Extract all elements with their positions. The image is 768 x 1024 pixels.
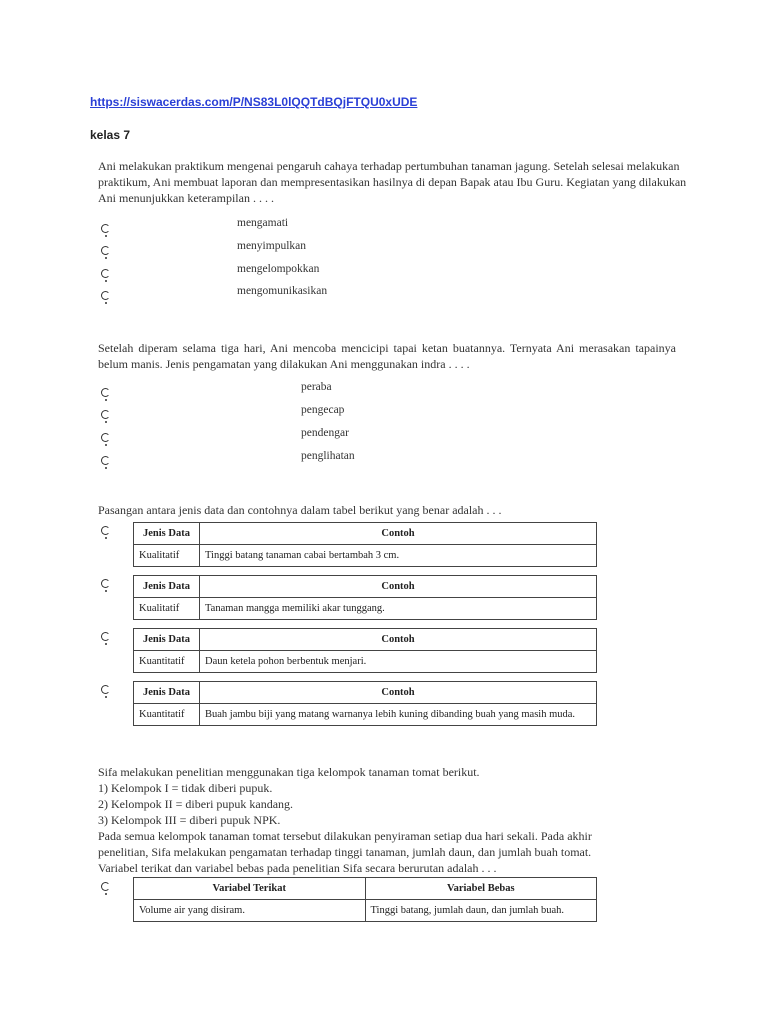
header-contoh: Contoh [200, 523, 597, 545]
q3-radio-3[interactable] [101, 632, 110, 641]
q3-radio-2[interactable] [101, 579, 110, 588]
header-variabel-bebas: Variabel Bebas [365, 878, 597, 900]
q4-line-6: penelitian, Sifa melakukan pengamatan terhadap tinggi tanaman, jumlah daun, dan jumlah buah tomat. [98, 845, 592, 859]
cell-contoh: Tanaman mangga memiliki akar tunggang. [200, 598, 597, 620]
question-4-text [98, 764, 698, 876]
cell-jenis: Kualitatif [134, 598, 200, 620]
cell-contoh: Tinggi batang tanaman cabai bertambah 3 cm. [200, 545, 597, 567]
header-contoh: Contoh [200, 576, 597, 598]
q4-line-5: Pada semua kelompok tanaman tomat tersebut dilakukan penyiraman setiap dua hari sekali. Pada akhir [98, 829, 592, 843]
cell-variabel-terikat: Volume air yang disiram. [134, 900, 366, 922]
cell-jenis: Kualitatif [134, 545, 200, 567]
question-3-text: Pasangan antara jenis data dan contohnya dalam tabel berikut yang benar adalah . . . [98, 503, 502, 517]
q1-radio-1[interactable] [101, 224, 110, 233]
q3-table-1 [133, 522, 597, 567]
q4-line-7: Variabel terikat dan variabel bebas pada penelitian Sifa secara berurutan adalah . . . [98, 861, 497, 875]
q2-option-3: pendengar [301, 427, 349, 439]
header-jenis-data: Jenis Data [134, 682, 200, 704]
source-link[interactable]: https://siswacerdas.com/P/NS83L0lQQTdBQjFTQU0xUDE [90, 95, 418, 109]
q4-line-3: 2) Kelompok II = diberi pupuk kandang. [98, 797, 294, 811]
q1-option-2: menyimpulkan [237, 240, 306, 252]
cell-contoh: Daun ketela pohon berbentuk menjari. [200, 651, 597, 673]
cell-variabel-bebas: Tinggi batang, jumlah daun, dan jumlah buah. [365, 900, 597, 922]
q3-table-2 [133, 575, 597, 620]
header-jenis-data: Jenis Data [134, 523, 200, 545]
q2-radio-3[interactable] [101, 433, 110, 442]
q4-line-2: 1) Kelompok I = tidak diberi pupuk. [98, 781, 273, 795]
q1-radio-3[interactable] [101, 269, 110, 278]
header-jenis-data: Jenis Data [134, 629, 200, 651]
cell-contoh: Buah jambu biji yang matang warnanya lebih kuning dibanding buah yang masih muda. [200, 704, 597, 726]
q2-option-4: penglihatan [301, 450, 355, 462]
q4-radio-1[interactable] [101, 882, 110, 891]
cell-jenis: Kuantitatif [134, 651, 200, 673]
q4-line-4: 3) Kelompok III = diberi pupuk NPK. [98, 813, 281, 827]
q1-option-4: mengomunikasikan [237, 285, 328, 297]
q2-option-2: pengecap [301, 404, 345, 416]
header-jenis-data: Jenis Data [134, 576, 200, 598]
q2-radio-4[interactable] [101, 456, 110, 465]
question-1-text: Ani melakukan praktikum mengenai pengaruh cahaya terhadap pertumbuhan tanaman jagung. Setelah selesai melakukan praktikum, Ani membuat laporan dan mempresentasikan hasilnya di depan Bapak atau Ibu Guru. Kegiatan yang dilakukan Ani menunjukkan keterampilan . . . . [98, 159, 687, 205]
q4-table-1 [133, 877, 597, 922]
q2-radio-2[interactable] [101, 410, 110, 419]
q1-radio-4[interactable] [101, 291, 110, 300]
q3-table-3 [133, 628, 597, 673]
q4-line-1: Sifa melakukan penelitian menggunakan tiga kelompok tanaman tomat berikut. [98, 765, 480, 779]
header-variabel-terikat: Variabel Terikat [134, 878, 366, 900]
q3-table-4 [133, 681, 597, 726]
cell-jenis: Kuantitatif [134, 704, 200, 726]
q3-radio-4[interactable] [101, 685, 110, 694]
q2-option-1: peraba [301, 381, 332, 393]
q1-radio-2[interactable] [101, 246, 110, 255]
class-label: kelas 7 [90, 128, 131, 142]
question-2-text: Setelah diperam selama tiga hari, Ani mencoba mencicipi tapai ketan buatannya. Ternyata Ani merasakan tapainya belum manis. Jenis pengamatan yang dilakukan Ani menggunakan indra . . . . [98, 341, 676, 371]
q1-option-3: mengelompokkan [237, 263, 320, 275]
header-contoh: Contoh [200, 629, 597, 651]
q2-radio-1[interactable] [101, 388, 110, 397]
header-contoh: Contoh [200, 682, 597, 704]
q3-radio-1[interactable] [101, 526, 110, 535]
q1-option-1: mengamati [237, 217, 289, 229]
